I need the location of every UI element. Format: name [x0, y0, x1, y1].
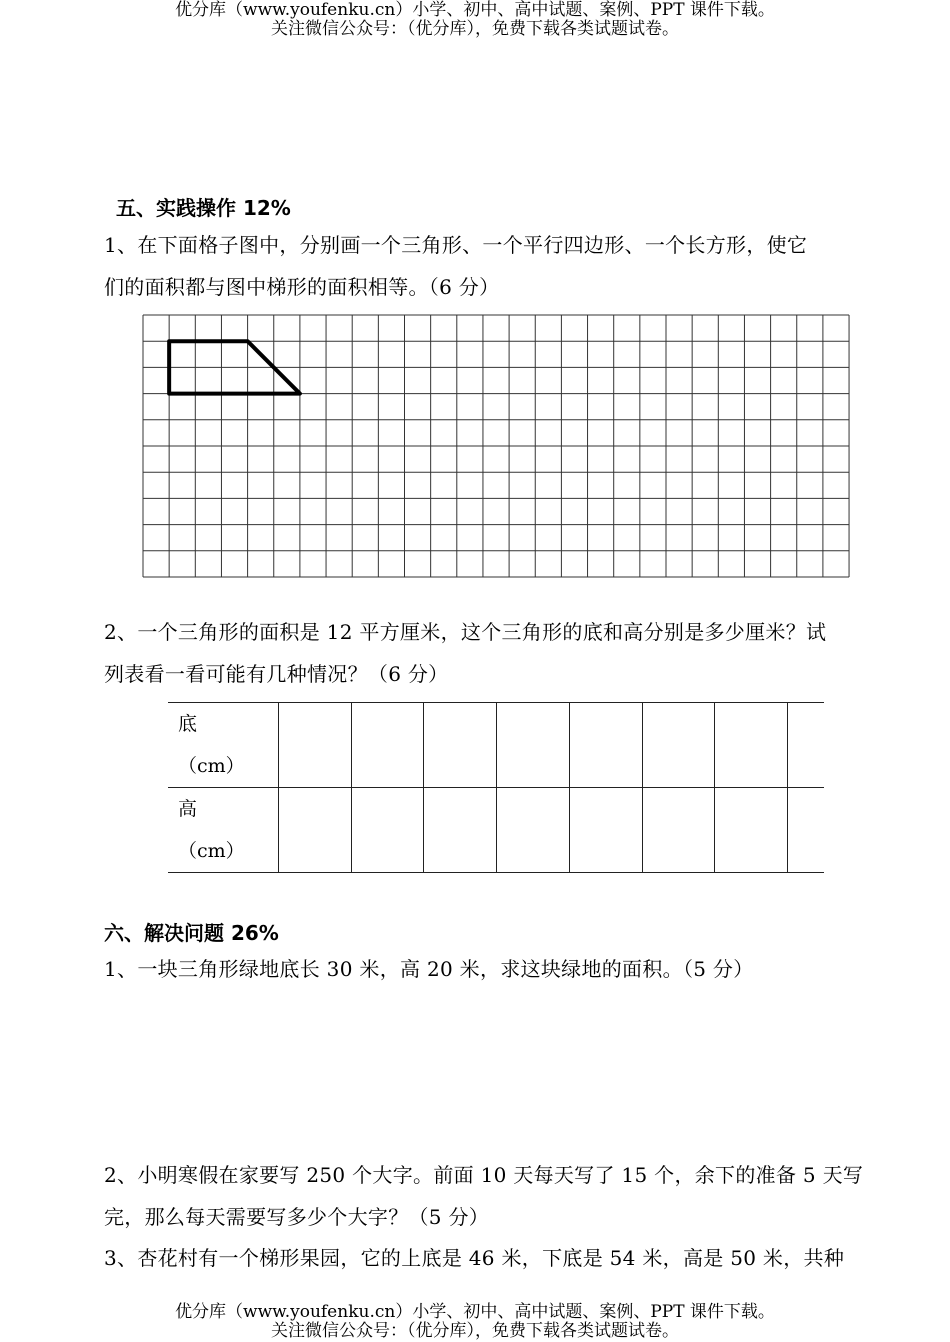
base-cell[interactable]	[279, 703, 352, 788]
base-cell[interactable]	[424, 703, 497, 788]
header-line-1: 优分库（www.youfenku.cn）小学、初中、高中试题、案例、PPT 课件下载。	[175, 0, 775, 20]
height-unit: （cm）	[178, 840, 245, 862]
base-cell[interactable]	[788, 703, 824, 788]
height-label: 高	[178, 798, 198, 820]
height-cell[interactable]	[788, 788, 824, 873]
header-line-2: 关注微信公众号：（优分库），免费下载各类试题试卷。	[271, 19, 679, 39]
height-cell[interactable]	[569, 788, 642, 873]
height-cell[interactable]	[642, 788, 715, 873]
q2-line-2: 列表看一看可能有几种情况？（6 分）	[104, 662, 449, 686]
base-cell[interactable]	[642, 703, 715, 788]
height-row	[168, 788, 824, 873]
base-row	[168, 703, 824, 788]
section-5-title: 五、实践操作 12%	[116, 196, 291, 220]
grid-paper	[142, 314, 852, 579]
height-cell[interactable]	[715, 788, 788, 873]
height-cell[interactable]	[424, 788, 497, 873]
s6-q3-line-1: 3、杏花村有一个梯形果园，它的上底是 46 米，下底是 54 米，高是 50 米，共种	[104, 1246, 845, 1270]
footer-line-2: 关注微信公众号：（优分库），免费下载各类试题试卷。	[271, 1321, 679, 1341]
s6-q2-line-1: 2、小明寒假在家要写 250 个大字。前面 10 天每天写了 15 个，余下的准备 5 天写	[104, 1163, 864, 1187]
base-cell[interactable]	[569, 703, 642, 788]
s6-q2-line-2: 完，那么每天需要写多少个大字？（5 分）	[104, 1205, 490, 1229]
footer-line-1: 优分库（www.youfenku.cn）小学、初中、高中试题、案例、PPT 课件下载。	[175, 1302, 775, 1322]
q1-line-1: 1、在下面格子图中，分别画一个三角形、一个平行四边形、一个长方形，使它	[104, 233, 808, 257]
height-cell[interactable]	[351, 788, 424, 873]
height-cell[interactable]	[279, 788, 352, 873]
s6-q1: 1、一块三角形绿地底长 30 米，高 20 米，求这块绿地的面积。（5 分）	[104, 957, 754, 981]
q1-line-2: 们的面积都与图中梯形的面积相等。（6 分）	[104, 275, 500, 299]
base-height-table	[168, 702, 824, 873]
q2-line-1: 2、一个三角形的面积是 12 平方厘米，这个三角形的底和高分别是多少厘米？试	[104, 620, 827, 644]
base-label: 底	[178, 713, 198, 735]
height-label-cell	[168, 788, 279, 873]
height-cell[interactable]	[497, 788, 570, 873]
base-label-cell	[168, 703, 279, 788]
base-cell[interactable]	[497, 703, 570, 788]
section-6-title: 六、解决问题 26%	[104, 921, 279, 945]
base-cell[interactable]	[715, 703, 788, 788]
base-unit: （cm）	[178, 755, 245, 777]
base-cell[interactable]	[351, 703, 424, 788]
